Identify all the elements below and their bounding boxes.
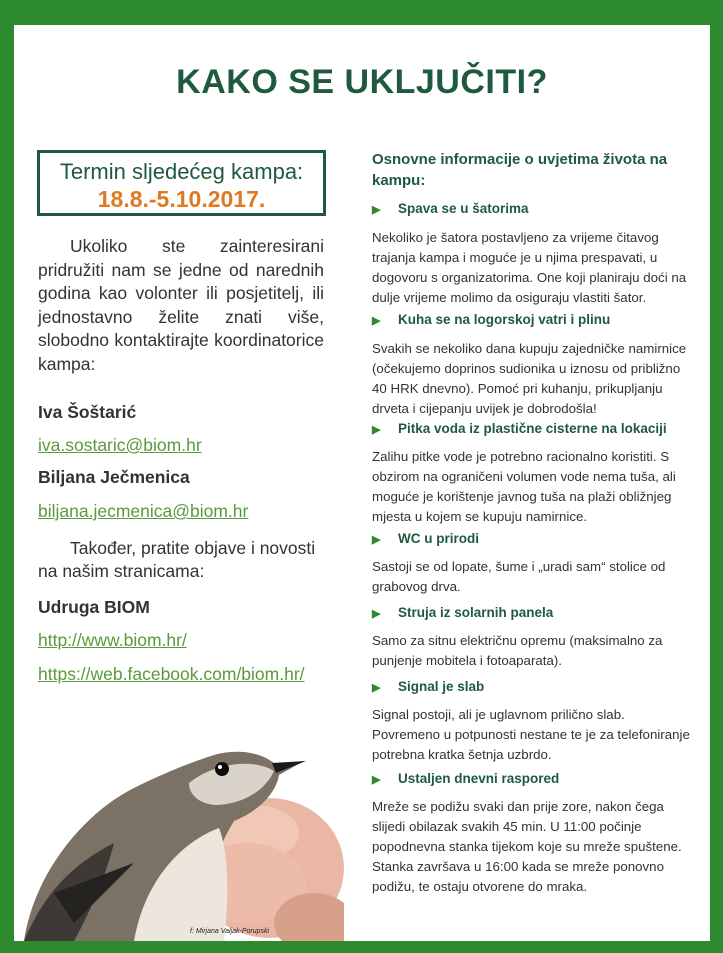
triangle-bullet-icon: ▶ xyxy=(372,315,381,327)
section-title-water: ▶ Pitka voda iz plastične cisterne na lokaciji xyxy=(372,421,667,436)
section-title-signal: ▶ Signal je slab xyxy=(372,679,485,694)
camp-dates-box xyxy=(37,150,326,216)
section-title-power: ▶ Struja iz solarnih panela xyxy=(372,605,554,620)
section-title-toilet: ▶ WC u prirodi xyxy=(372,531,479,546)
section-title-cooking: ▶ Kuha se na logorskoj vatri i plinu xyxy=(372,312,611,327)
triangle-bullet-icon: ▶ xyxy=(372,534,381,546)
section-text-water: Zalihu pitke vode je potrebno racionalno koristiti. S obzirom na ograničeni volumen vode nema tuša, ali moguće je korištenje javnog tuša na plaži obližnjeg mjesta u kojem se kupuju namirnice. xyxy=(372,449,676,524)
organization-name: Udruga BIOM xyxy=(38,597,150,617)
contact-email-link[interactable]: iva.sostaric@biom.hr xyxy=(38,435,202,455)
section-text-cooking: Svakih se nekoliko dana kupuju zajedničke namirnice (očekujemo doprinos sudionika u iznosu od približno 40 HRK dnevno). Pomoć pri kuhanju, prikupljanju drveta i cijepanju uvijek je dobrodošla! xyxy=(372,341,687,416)
section-title-tents: ▶ Spava se u šatorima xyxy=(372,201,529,216)
section-title-schedule: ▶ Ustaljen dnevni raspored xyxy=(372,771,560,786)
section-text-signal: Signal postoji, ali je uglavnom prilično slab. Povremeno u potpunosti nestane te je za telefoniranje potrebna kratka šetnja uzbrdo. xyxy=(372,707,690,762)
intro-paragraph: Ukoliko ste zainteresirani pridružiti nam se jedne od narednih godina kao volonter ili posjetitelj, ili jednostavno želite znati više, slobodno kontaktirajte koordinatorice kampa: xyxy=(38,236,324,374)
bird-in-hand-photo xyxy=(14,693,344,941)
triangle-bullet-icon: ▶ xyxy=(372,608,381,620)
triangle-bullet-icon: ▶ xyxy=(372,204,381,216)
contact-name: Iva Šoštarić xyxy=(38,402,137,422)
flyer-page xyxy=(14,25,710,941)
camp-dates-value: 18.8.-5.10.2017. xyxy=(97,186,266,212)
photo-credit: f: Mirjana Valjak-Porupski xyxy=(190,928,270,935)
section-text-toilet: Sastoji se od lopate, šume i „uradi sam“ stolice od grabovog drva. xyxy=(372,559,666,594)
section-text-power: Samo za sitnu električnu opremu (maksimalno za punjenje mobitela i fotoaparata). xyxy=(372,633,663,668)
contact-email-link[interactable]: biljana.jecmenica@biom.hr xyxy=(38,501,249,521)
camp-dates-label: Termin sljedećeg kampa: xyxy=(59,159,304,184)
website-link[interactable]: http://www.biom.hr/ xyxy=(38,630,187,650)
page-title: KAKO SE UKLJUČITI? xyxy=(176,63,548,101)
contact-name: Biljana Ječmenica xyxy=(38,467,190,487)
triangle-bullet-icon: ▶ xyxy=(372,682,381,694)
follow-paragraph: Također, pratite objave i novosti na našim stranicama: xyxy=(38,538,316,581)
info-heading: Osnovne informacije o uvjetima života na kampu: xyxy=(372,151,668,189)
facebook-link[interactable]: https://web.facebook.com/biom.hr/ xyxy=(38,664,305,684)
triangle-bullet-icon: ▶ xyxy=(372,424,381,436)
section-text-tents: Nekoliko je šatora postavljeno za vrijeme čitavog trajanja kampa i moguće je u njima prespavati, u dogovoru s organizatorima. One koji planiraju doći na dulje vrijeme molimo da osiguraju vlastiti šator. xyxy=(372,230,687,305)
section-text-schedule: Mreže se podižu svaki dan prije zore, nakon čega slijedi obilazak svakih 45 min. U 11:00 počinje popodnevna stanka tijekom koje su mreže spuštene. Stanka završava u 16:00 kada se mreže ponovno podižu, te ostaju otvorene do mraka. xyxy=(372,799,682,894)
triangle-bullet-icon: ▶ xyxy=(372,774,381,786)
